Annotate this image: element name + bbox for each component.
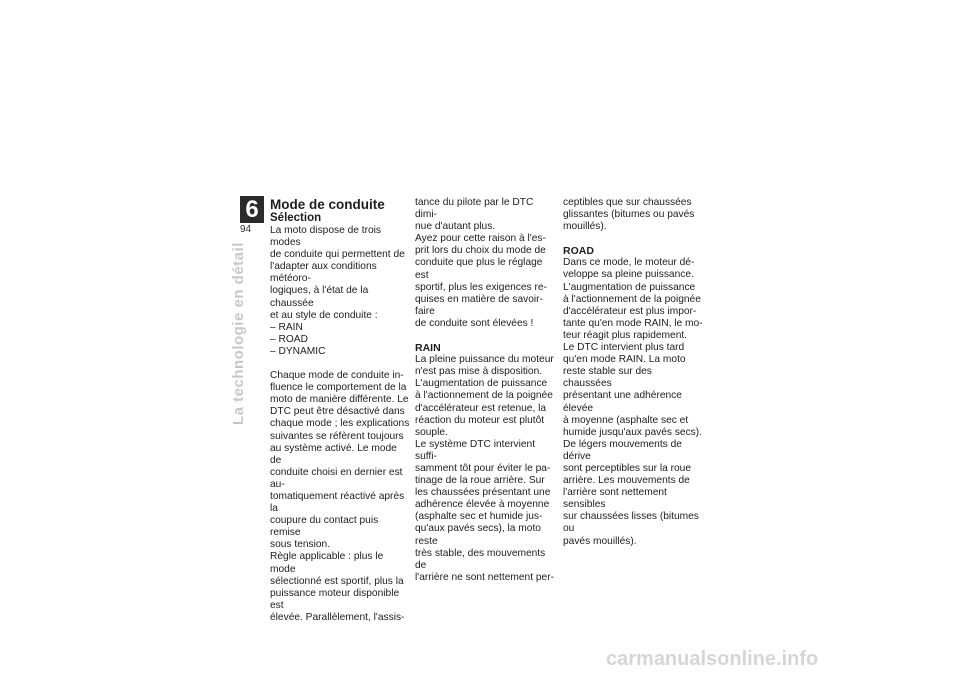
text-line: très stable, des mouvements de [415, 547, 546, 571]
text-line: les chaussées présentant une [415, 487, 551, 499]
text-line: n'est pas mise à disposition. [415, 366, 543, 378]
text-line: de conduite qui permettent de [270, 249, 405, 261]
text-line: nue d'autant plus. [415, 221, 496, 233]
intro-paragraph [270, 225, 410, 322]
text-line: à moyenne (asphalte sec et [563, 414, 689, 426]
text-line: mouillés). [563, 221, 607, 233]
text-line: qu'en mode RAIN. La moto [563, 354, 686, 366]
text-line: moto de manière différente. Le [270, 394, 409, 406]
text-line: l'arrière ne sont nettement per- [415, 571, 554, 583]
text-line: sur chaussées lisses (bitumes ou [563, 511, 699, 535]
text-line: tinage de la roue arrière. Sur [415, 475, 545, 487]
warning-paragraph [415, 197, 555, 330]
text-line: l'adapter aux conditions météoro- [270, 261, 377, 285]
text-line: sont perceptibles sur la roue [563, 462, 691, 474]
list-item: – RAIN [270, 321, 303, 333]
rain-continuation-paragraph [563, 197, 703, 233]
text-line: sous tension. [270, 539, 331, 551]
text-line: arrière. Les mouvements de [563, 475, 690, 487]
text-line: suivantes se réfèrent toujours [270, 430, 404, 442]
text-column-2 [415, 197, 555, 584]
rain-paragraph [415, 354, 555, 584]
text-line: Le système DTC intervient suffi- [415, 438, 536, 462]
mode-name: ROAD [278, 333, 308, 345]
subsection-heading: Sélection [270, 212, 322, 224]
text-line: La moto dispose de trois modes [270, 225, 381, 249]
text-line: à l'actionnement de la poignée [415, 390, 553, 402]
text-line: chaque mode ; les explications [270, 418, 410, 430]
text-line: sélectionné est sportif, plus la [270, 575, 404, 587]
section-heading: Mode de conduite [270, 197, 385, 212]
text-line: teur réagit plus rapidement. [563, 329, 688, 341]
text-line: souple. [415, 426, 448, 438]
text-line: L'augmentation de puissance [415, 378, 548, 390]
mode-name: DYNAMIC [278, 345, 326, 357]
text-line: (asphalte sec et humide jus- [415, 511, 543, 523]
text-line: De légers mouvements de dérive [563, 438, 682, 462]
text-line: tance du pilote par le DTC dimi- [415, 197, 534, 221]
text-line: Le DTC intervient plus tard [563, 342, 685, 354]
text-line: tomatiquement réactivé après la [270, 490, 405, 515]
text-line: fluence le comportement de la [270, 382, 407, 394]
text-line: quises en matière de savoir-faire [415, 293, 543, 317]
chapter-side-title: La technologie en détail [230, 242, 247, 425]
text-line: glissantes (bitumes ou pavés [563, 209, 695, 221]
text-line: tante qu'en mode RAIN, le mo- [563, 317, 703, 329]
rain-heading: RAIN [415, 342, 441, 355]
road-heading: ROAD [563, 245, 594, 258]
text-line: adhérence élevée à moyenne [415, 499, 550, 511]
text-line: Règle applicable : plus le mode [270, 551, 384, 575]
text-line: prit lors du choix du mode de [415, 245, 546, 257]
page-number: 94 [240, 224, 252, 235]
text-line: conduite que plus le réglage est [415, 257, 543, 281]
text-line: au système activé. Le mode de [270, 442, 397, 466]
mode-name: RAIN [278, 321, 303, 333]
watermark: carmanualsonline.info [606, 648, 819, 670]
text-column-3 [563, 197, 703, 548]
text-line: d'accélérateur est retenue, la [415, 402, 547, 414]
text-line: La pleine puissance du moteur [415, 354, 554, 366]
text-line: Dans ce mode, le moteur dé- [563, 257, 695, 269]
text-line: pavés mouillés). [563, 535, 637, 547]
text-line: conduite choisi en dernier est au- [270, 466, 403, 490]
text-line: d'accélérateur est plus impor- [563, 305, 697, 317]
text-line: et au style de conduite : [270, 309, 378, 321]
text-line: Chaque mode de conduite in- [270, 370, 404, 382]
road-paragraph [563, 257, 703, 547]
text-line: qu'aux pavés secs), la moto reste [415, 523, 541, 547]
text-column-1 [270, 197, 410, 624]
text-line: Ayez pour cette raison à l'es- [415, 233, 546, 245]
mode-explanation-paragraph [270, 370, 410, 624]
text-line: veloppe sa pleine puissance. [563, 269, 694, 281]
text-line: présentant une adhérence élevée [563, 390, 682, 414]
text-line: samment tôt pour éviter le pa- [415, 462, 551, 474]
list-item: – ROAD [270, 333, 308, 345]
text-line: de conduite sont élevées ! [415, 317, 534, 329]
text-line: réaction du moteur est plutôt [415, 414, 545, 426]
chapter-number-badge: 6 [240, 196, 264, 223]
text-line: logiques, à l'état de la chaussée [270, 285, 369, 309]
text-line: sportif, plus les exigences re- [415, 281, 547, 293]
list-item: – DYNAMIC [270, 345, 326, 357]
text-line: l'arrière sont nettement sensibles [563, 487, 667, 511]
text-line: coupure du contact puis remise [270, 515, 379, 539]
text-line: humide jusqu'aux pavés secs). [563, 426, 702, 438]
text-line: reste stable sur des chaussées [563, 366, 652, 390]
mode-list [270, 322, 410, 358]
text-line: ceptibles que sur chaussées [563, 197, 692, 208]
text-line: puissance moteur disponible est [270, 587, 400, 611]
text-line: à l'actionnement de la poignée [563, 293, 701, 305]
text-line: DTC peut être désactivé dans [270, 406, 405, 418]
text-line: élevée. Parallèlement, l'assis- [270, 611, 405, 623]
text-line: L'augmentation de puissance [563, 281, 696, 293]
